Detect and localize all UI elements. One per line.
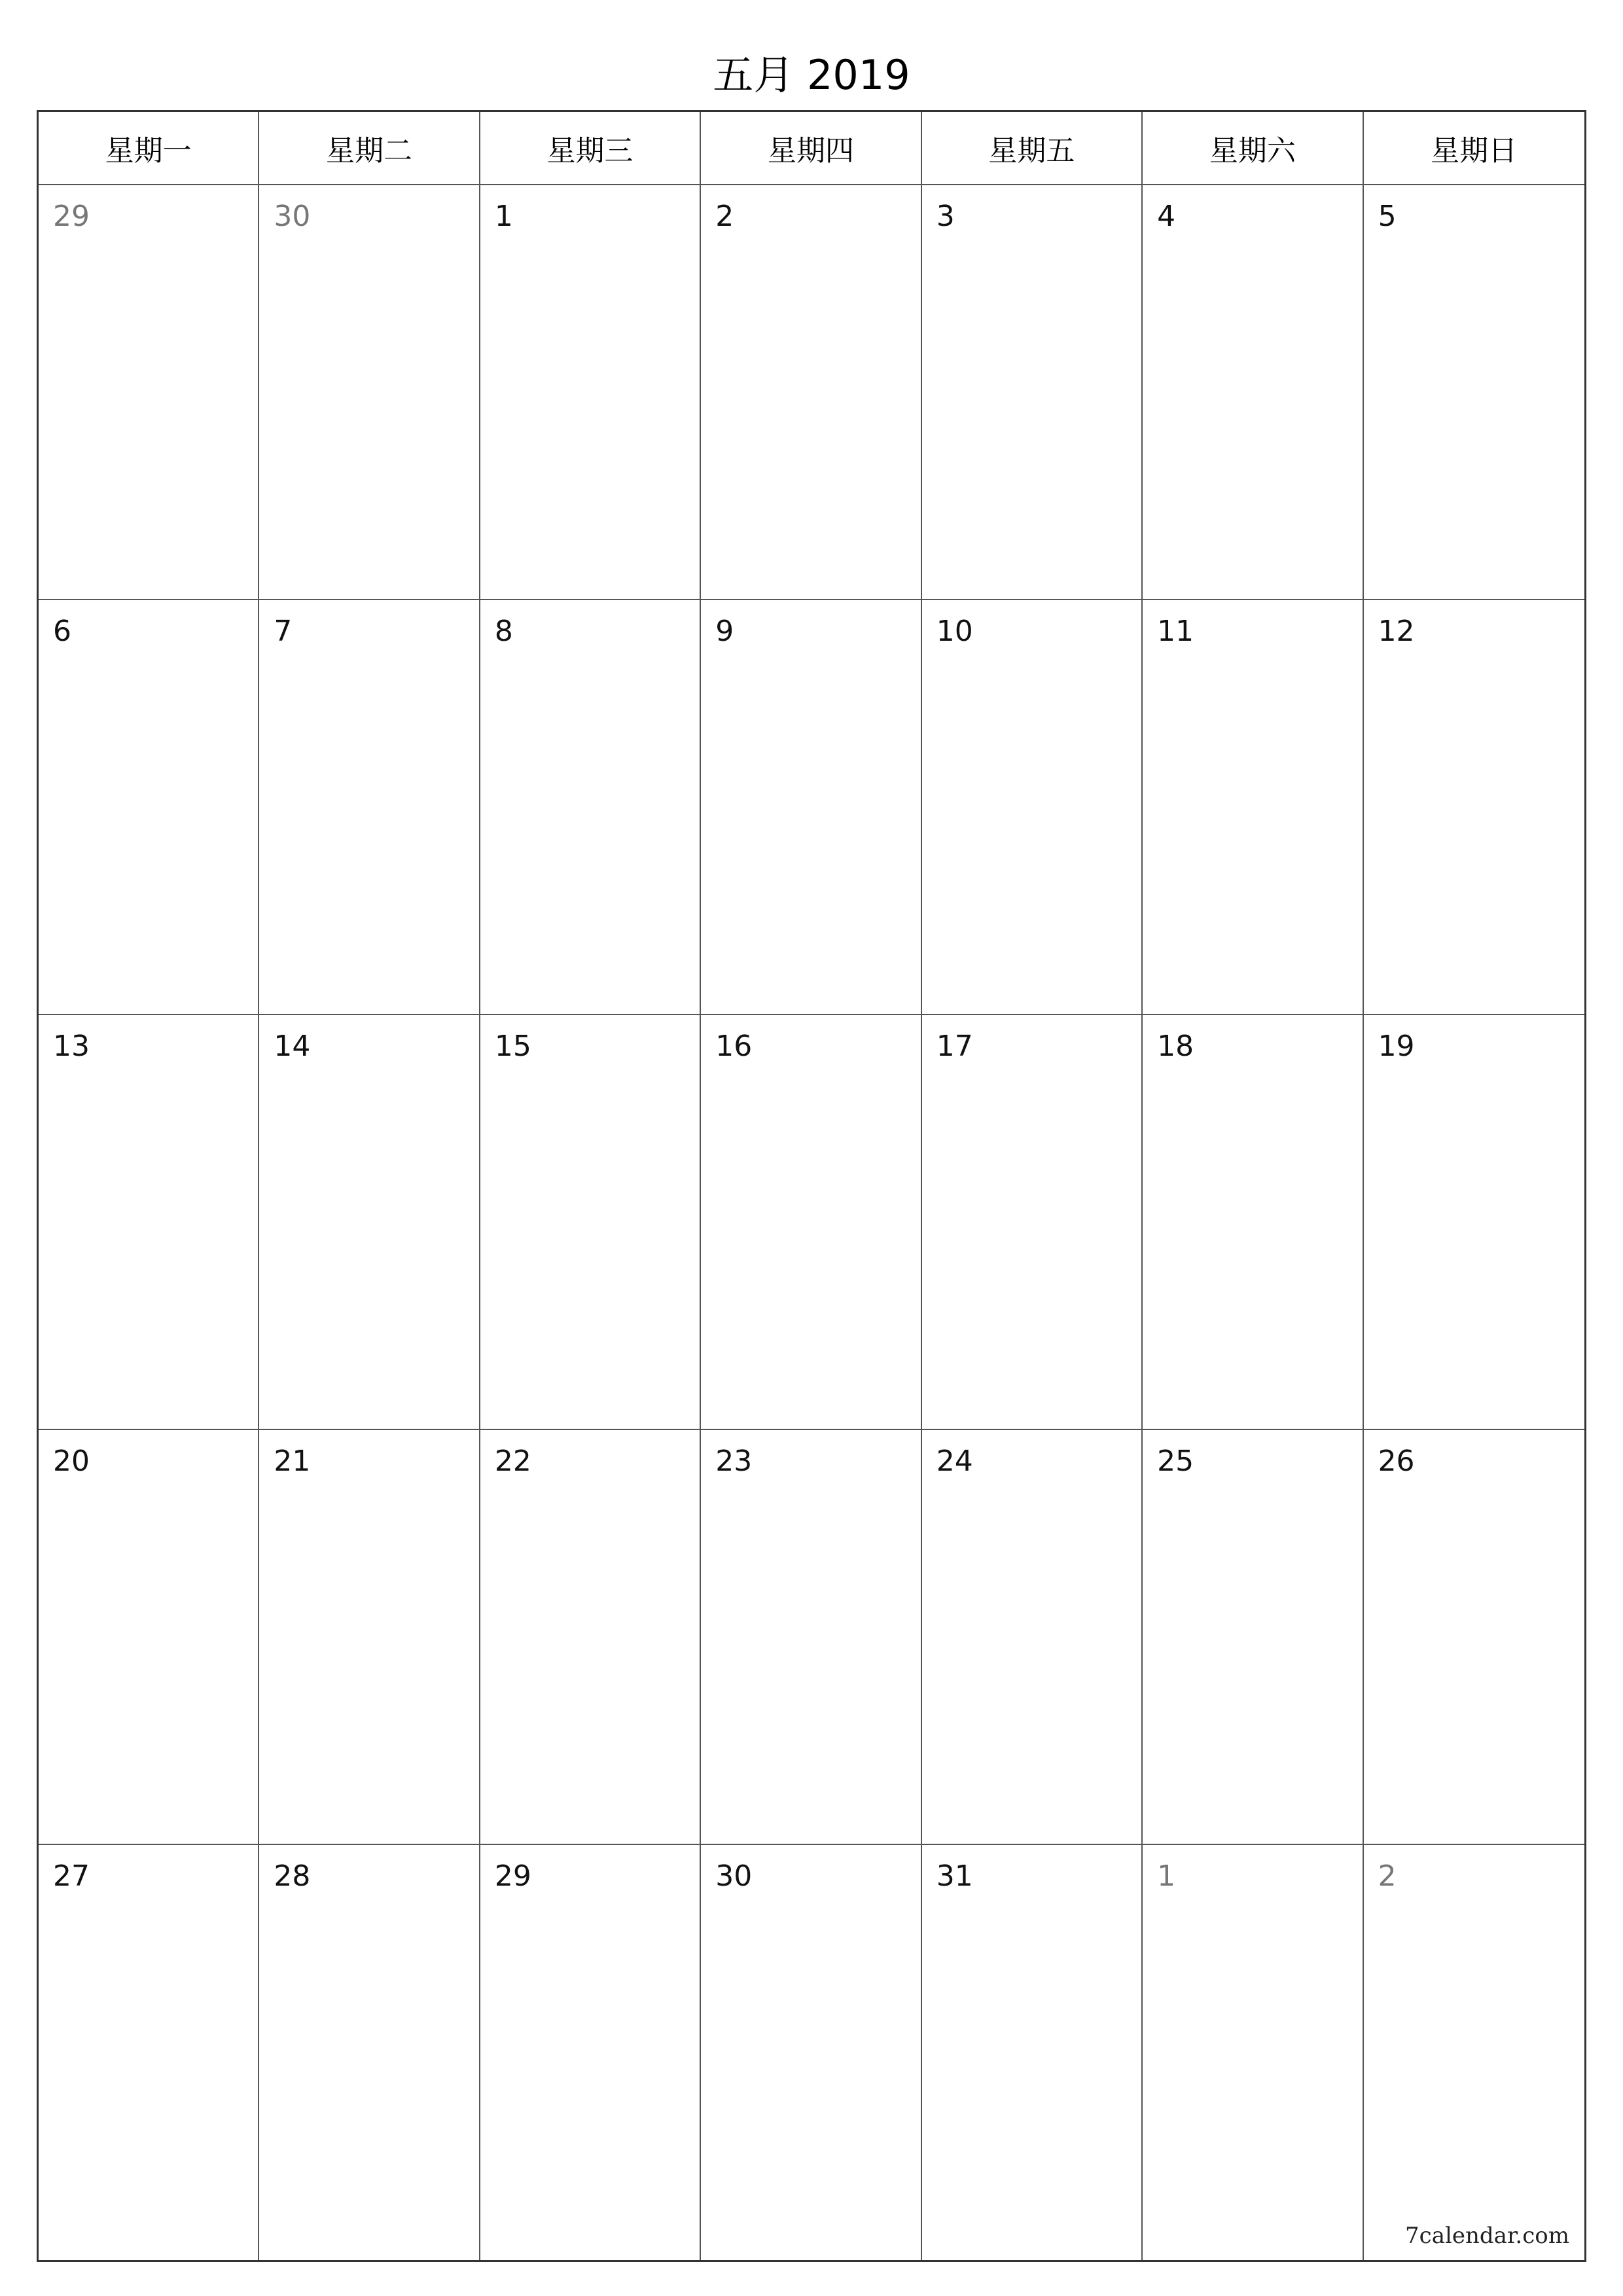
- day-number: 9: [715, 615, 734, 648]
- day-cell[interactable]: [701, 600, 921, 1015]
- day-cell[interactable]: [259, 1845, 480, 2260]
- day-number: 17: [936, 1030, 973, 1063]
- day-number: 29: [53, 200, 90, 233]
- day-number: 4: [1157, 200, 1176, 233]
- day-cell[interactable]: [480, 1845, 701, 2260]
- weekday-header: 星期一: [39, 112, 259, 185]
- day-cell[interactable]: [480, 1015, 701, 1430]
- weekday-header: 星期四: [701, 112, 921, 185]
- day-cell[interactable]: [922, 1430, 1143, 1845]
- day-number: 19: [1378, 1030, 1415, 1063]
- day-cell[interactable]: [922, 600, 1143, 1015]
- day-number: 14: [274, 1030, 311, 1063]
- day-number: 16: [715, 1030, 753, 1063]
- day-number: 1: [494, 200, 513, 233]
- day-number: 10: [936, 615, 973, 648]
- day-cell[interactable]: [1364, 1845, 1584, 2260]
- day-cell[interactable]: [259, 1015, 480, 1430]
- day-number: 21: [274, 1444, 311, 1478]
- day-cell[interactable]: [480, 600, 701, 1015]
- day-cell[interactable]: [1364, 1430, 1584, 1845]
- day-number: 1: [1157, 1859, 1176, 1893]
- day-cell[interactable]: [1143, 185, 1363, 600]
- day-cell[interactable]: [480, 185, 701, 600]
- day-cell[interactable]: [259, 1430, 480, 1845]
- day-number: 25: [1157, 1444, 1194, 1478]
- day-cell[interactable]: [39, 1430, 259, 1845]
- day-number: 11: [1157, 615, 1194, 648]
- weekday-header: 星期六: [1143, 112, 1363, 185]
- day-cell[interactable]: [1143, 600, 1363, 1015]
- day-cell[interactable]: [922, 185, 1143, 600]
- day-cell[interactable]: [1143, 1845, 1363, 2260]
- weekday-header: 星期二: [259, 112, 480, 185]
- day-cell[interactable]: [922, 1845, 1143, 2260]
- day-number: 31: [936, 1859, 973, 1893]
- day-cell[interactable]: [1364, 1015, 1584, 1430]
- day-number: 6: [53, 615, 71, 648]
- day-number: 27: [53, 1859, 90, 1893]
- day-cell[interactable]: [701, 1015, 921, 1430]
- footer-source: 7calendar.com: [1405, 2223, 1569, 2249]
- day-cell[interactable]: [701, 185, 921, 600]
- day-number: 18: [1157, 1030, 1194, 1063]
- weekday-header: 星期日: [1364, 112, 1584, 185]
- day-number: 13: [53, 1030, 90, 1063]
- day-number: 23: [715, 1444, 753, 1478]
- day-number: 26: [1378, 1444, 1415, 1478]
- day-cell[interactable]: [1364, 185, 1584, 600]
- day-number: 5: [1378, 200, 1397, 233]
- day-number: 24: [936, 1444, 973, 1478]
- day-number: 22: [494, 1444, 531, 1478]
- day-cell[interactable]: [39, 185, 259, 600]
- weekday-header: 星期五: [922, 112, 1143, 185]
- day-cell[interactable]: [259, 600, 480, 1015]
- day-cell[interactable]: [480, 1430, 701, 1845]
- day-cell[interactable]: [259, 185, 480, 600]
- day-number: 2: [715, 200, 734, 233]
- calendar-grid: [37, 110, 1586, 2262]
- day-number: 30: [274, 200, 311, 233]
- day-number: 30: [715, 1859, 753, 1893]
- day-cell[interactable]: [39, 1015, 259, 1430]
- day-number: 2: [1378, 1859, 1397, 1893]
- day-cell[interactable]: [39, 1845, 259, 2260]
- day-number: 15: [494, 1030, 531, 1063]
- day-cell[interactable]: [1364, 600, 1584, 1015]
- day-number: 3: [936, 200, 955, 233]
- day-cell[interactable]: [701, 1845, 921, 2260]
- day-cell[interactable]: [1143, 1015, 1363, 1430]
- day-cell[interactable]: [1143, 1430, 1363, 1845]
- day-cell[interactable]: [922, 1015, 1143, 1430]
- day-number: 20: [53, 1444, 90, 1478]
- day-number: 28: [274, 1859, 311, 1893]
- weekday-header: 星期三: [480, 112, 701, 185]
- day-number: 7: [274, 615, 293, 648]
- day-cell[interactable]: [39, 600, 259, 1015]
- day-number: 12: [1378, 615, 1415, 648]
- calendar-title: 五月 2019: [713, 51, 910, 99]
- day-number: 29: [494, 1859, 531, 1893]
- day-number: 8: [494, 615, 513, 648]
- day-cell[interactable]: [701, 1430, 921, 1845]
